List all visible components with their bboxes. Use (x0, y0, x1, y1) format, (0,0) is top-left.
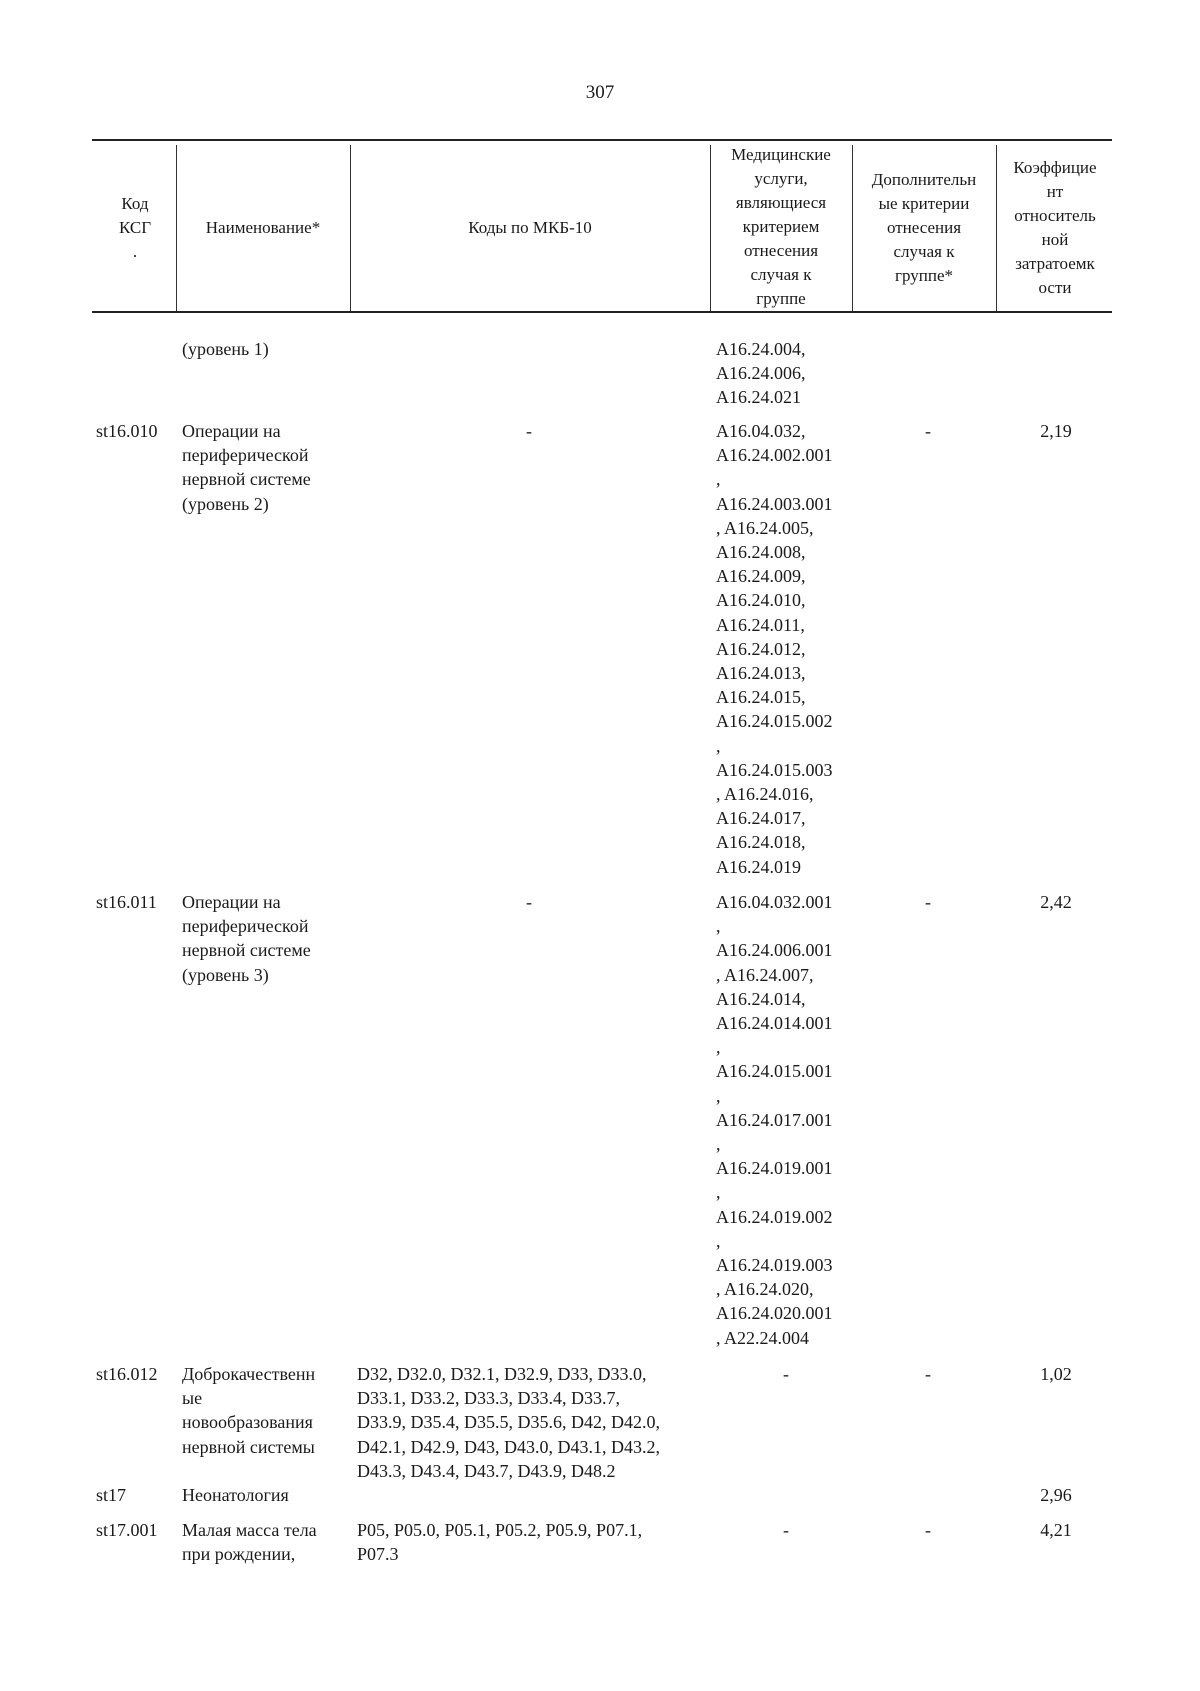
header-code: Код КСГ . (118, 194, 152, 261)
header-divider (852, 145, 853, 311)
row-additional: - (925, 421, 931, 441)
row-coef: 2,19 (1040, 421, 1072, 441)
row-name: Неонатология (182, 1485, 289, 1505)
header-additional: Дополнительн ые критерии отнесения случая к группе* (871, 170, 977, 285)
header-bottom-rule (92, 311, 1112, 313)
row-name: Операции на периферической нервной системе (уровень 3) (182, 892, 311, 985)
row-name: Операции на периферической нервной системе (уровень 2) (182, 421, 311, 514)
row-coef: 2,42 (1040, 892, 1072, 912)
row-icd: P05, P05.0, P05.1, P05.2, P05.9, P07.1, P07.3 (357, 1520, 643, 1565)
row-additional: - (925, 1364, 931, 1384)
row-name: Доброкачественн ые новообразования нервной системы (182, 1364, 316, 1457)
row-icd: - (526, 892, 532, 912)
header-coef: Коэффицие нт относитель ной затратоемк ости (1013, 158, 1097, 297)
header-divider (176, 145, 177, 311)
table-top-rule (92, 139, 1112, 141)
header-divider (996, 145, 997, 311)
row-coef: 2,96 (1040, 1485, 1072, 1505)
row-services: A16.04.032.001 , A16.24.006.001 , A16.24.007, A16.24.014, A16.24.014.001 , A16.24.015.001 , A16.24.017.001 , A16.24.019.001 , A16.24.019.002 , A16.24.019.003 , A16.24.020, A16.24.020.001 , A22.24.004 (716, 892, 833, 1348)
row-code: st16.012 (96, 1364, 158, 1384)
row-coef: 4,21 (1040, 1520, 1072, 1540)
row-code: st17.001 (96, 1520, 158, 1540)
row-code: st16.010 (96, 421, 158, 441)
header-divider (350, 145, 351, 311)
row-services: A16.04.032, A16.24.002.001 , A16.24.003.001 , A16.24.005, A16.24.008, A16.24.009, A16.24.010, A16.24.011, A16.24.012, A16.24.013, A16.24.015, A16.24.015.002 , A16.24.015.003 , A16.24.016, A16.24.017, A16.24.018, A16.24.019 (716, 421, 833, 877)
row-services: A16.24.004, A16.24.006, A16.24.021 (716, 339, 806, 408)
header-divider (710, 145, 711, 311)
row-additional: - (925, 1520, 931, 1540)
row-name: Малая масса тела при рождении, (182, 1520, 317, 1565)
row-services: - (783, 1520, 789, 1540)
row-code: st16.011 (96, 892, 157, 912)
row-code: st17 (96, 1485, 127, 1505)
row-icd: D32, D32.0, D32.1, D32.9, D33, D33.0, D33.1, D33.2, D33.3, D33.4, D33.7, D33.9, D35.4, D35.5, D35.6, D42, D42.0, D42.1, D42.9, D43, D43.0, D43.1, D43.2, D43.3, D43.4, D43.7, D43.9, D48.2 (357, 1364, 660, 1481)
header-name: Наименование* (205, 218, 321, 237)
row-services: - (783, 1364, 789, 1384)
page-number: 307 (585, 82, 615, 103)
header-icd: Коды по МКБ-10 (468, 218, 592, 237)
row-name: (уровень 1) (182, 339, 269, 359)
header-services: Медицинские услуги, являющиеся критерием отнесения случая к группе (731, 145, 831, 308)
row-additional: - (925, 892, 931, 912)
row-icd: - (526, 421, 532, 441)
row-coef: 1,02 (1040, 1364, 1072, 1384)
